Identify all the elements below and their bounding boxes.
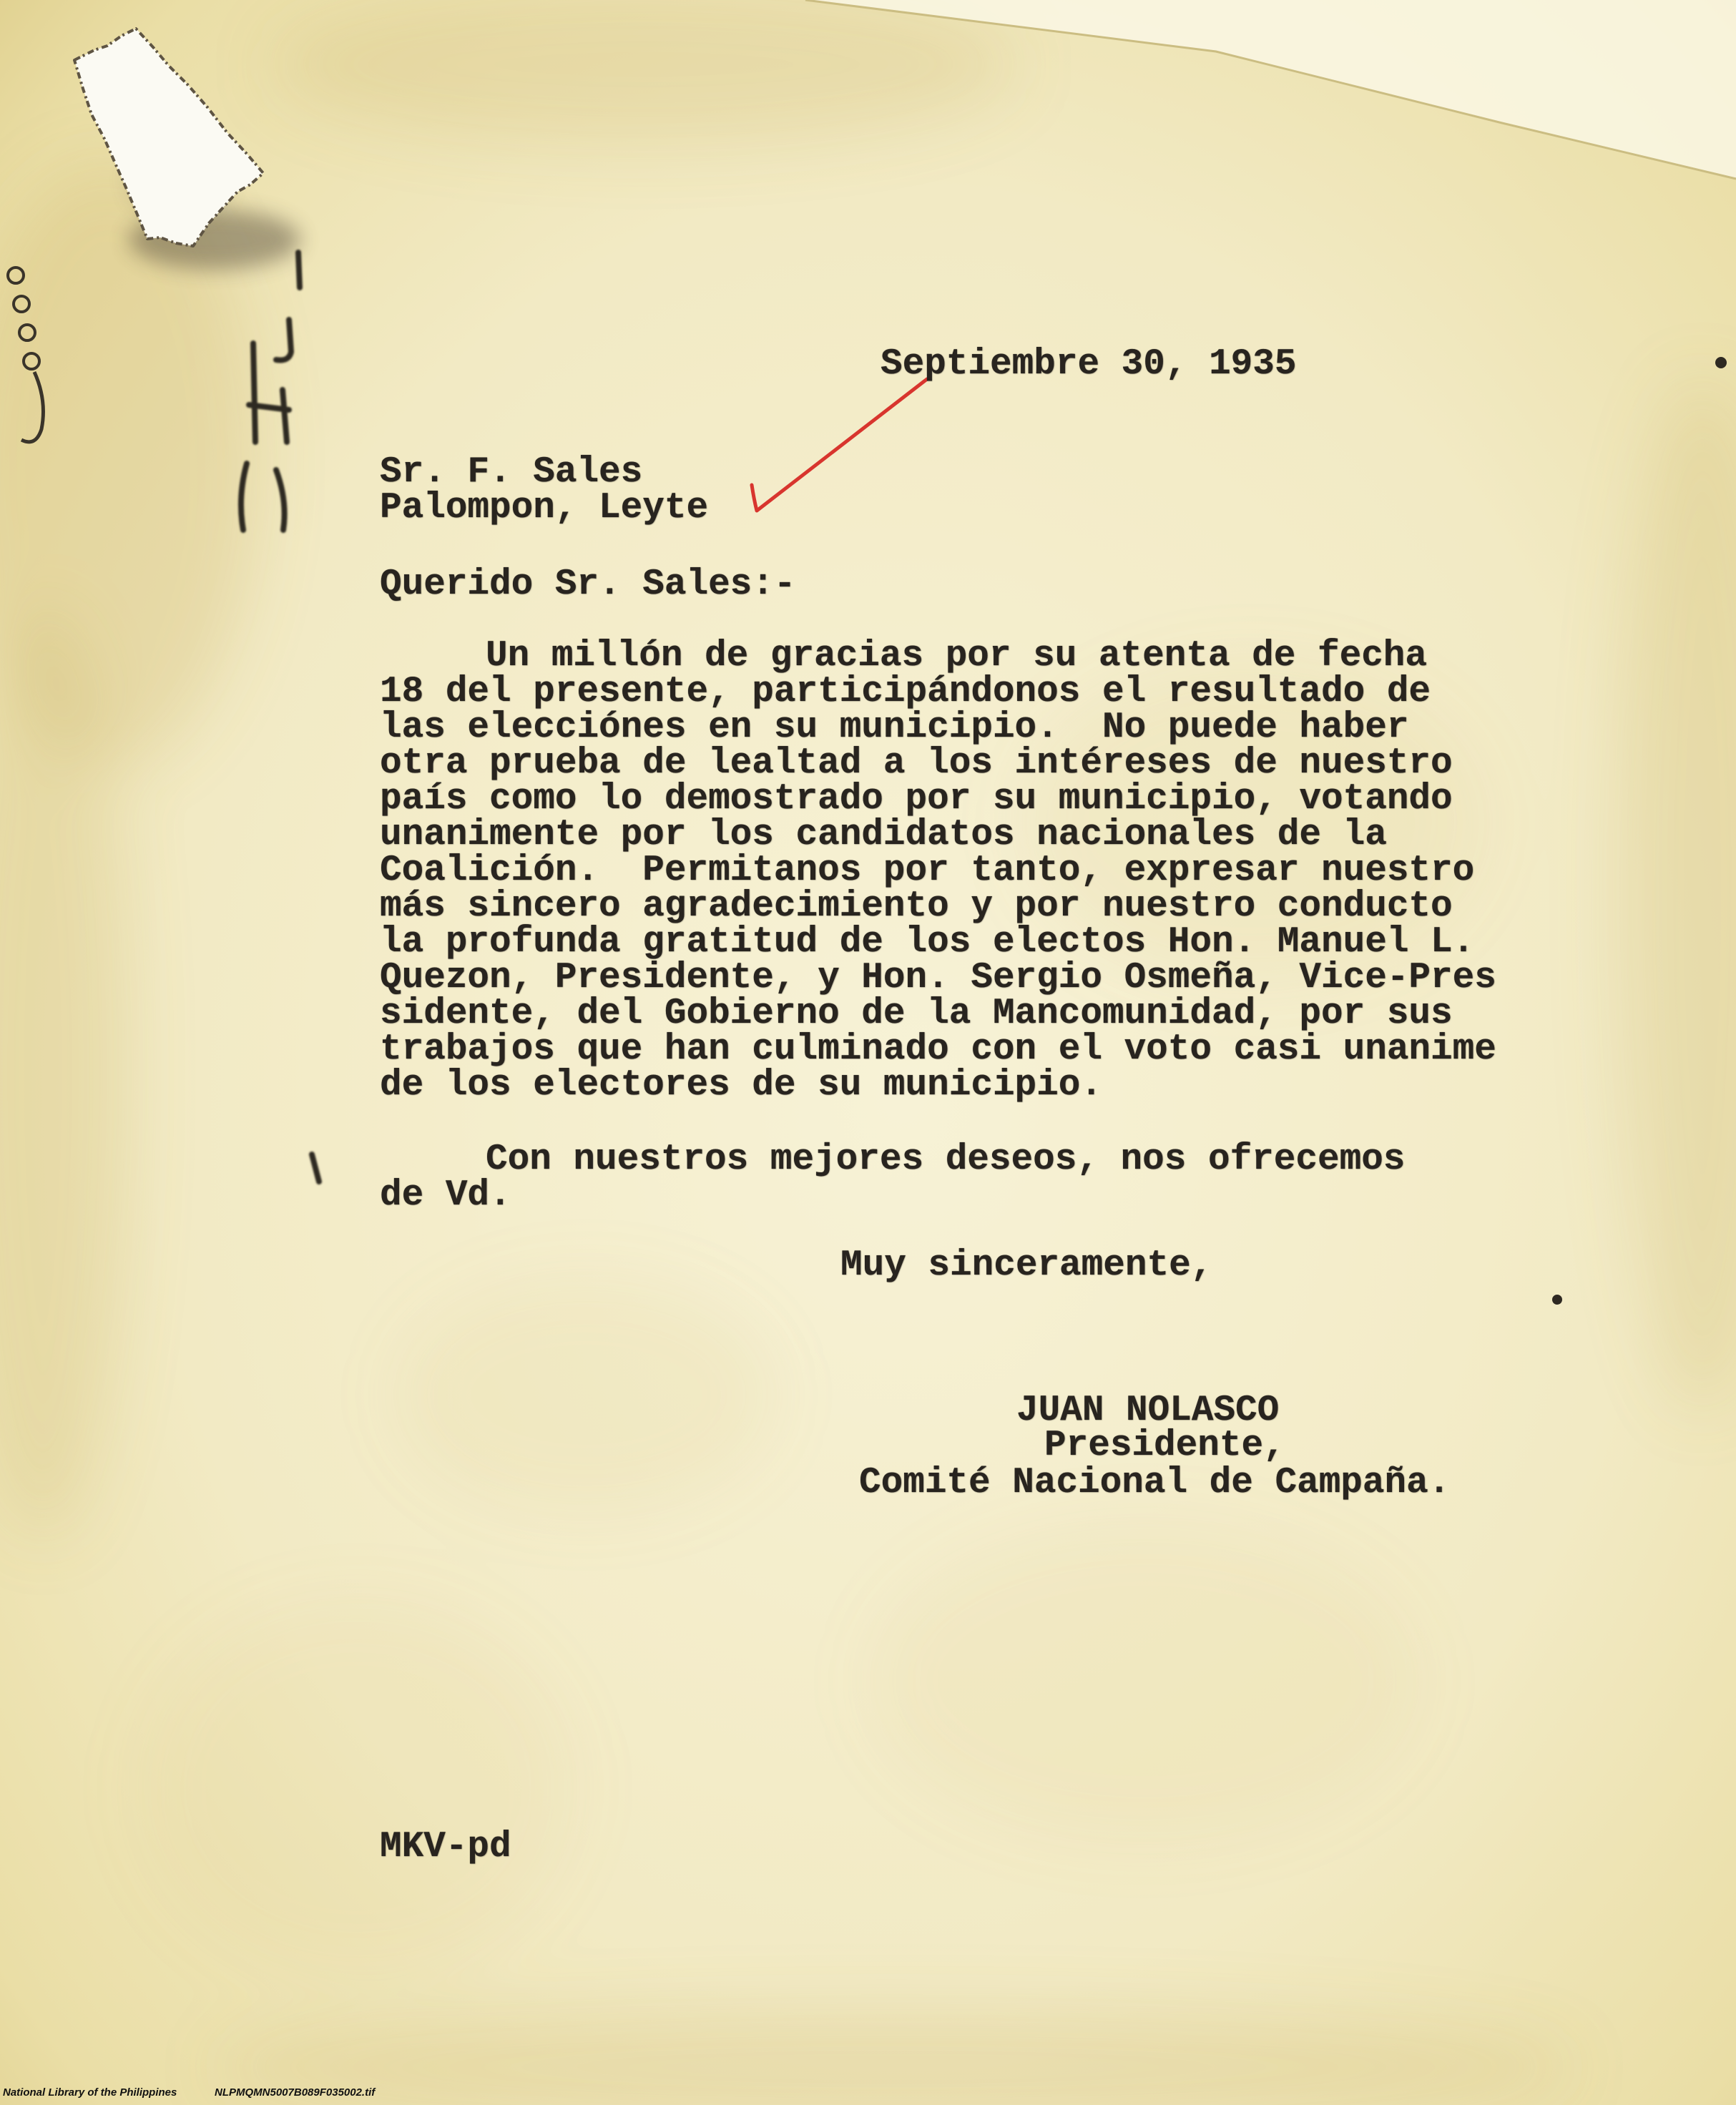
body-line: Con nuestros mejores deseos, nos ofrecemos: [486, 1139, 1406, 1180]
recipient-address: Palompon, Leyte: [380, 488, 709, 529]
recipient-name: Sr. F. Sales: [380, 452, 643, 493]
closing: Muy sinceramente,: [840, 1245, 1213, 1286]
body-line: Quezon, Presidente, y Hon. Sergio Osmeña, Vice-Pres: [380, 958, 1496, 998]
reference-initials: MKV-pd: [380, 1827, 511, 1868]
salutation: Querido Sr. Sales:-: [380, 564, 796, 605]
body-line: 18 del presente, participándonos el resultado de: [380, 672, 1431, 712]
body-line: la profunda gratitud de los electos Hon. Manuel L.: [380, 922, 1475, 963]
body-line: de los electores de su municipio.: [380, 1065, 1102, 1106]
body-paragraph-1: [380, 636, 1496, 1106]
body-line: Un millón de gracias por su atenta de fecha: [486, 636, 1428, 677]
footer-library: National Library of the Philippines: [3, 2086, 177, 2099]
body-line: sidente, del Gobierno de la Mancomunidad, por sus: [380, 993, 1453, 1034]
body-line: país como lo demostrado por su municipio, votando: [380, 779, 1453, 820]
body-line: unanimente por los candidatos nacionales de la: [380, 815, 1387, 855]
body-line: de Vd.: [380, 1175, 511, 1216]
body-line: Coalición. Permitanos por tanto, expresar nuestro: [380, 850, 1475, 891]
body-line: otra prueba de lealtad a los intéreses de nuestro: [380, 743, 1453, 784]
signature-name: JUAN NOLASCO: [1016, 1390, 1280, 1431]
footer-filename: NLPMQMN5007B089F035002.tif: [215, 2086, 376, 2099]
body-line: las elecciónes en su municipio. No puede haber: [380, 707, 1409, 748]
signature-organization: Comité Nacional de Campaña.: [859, 1463, 1451, 1503]
signature-title: Presidente,: [1044, 1426, 1285, 1466]
letter-date: Septiembre 30, 1935: [881, 344, 1297, 385]
body-line: más sincero agradecimiento y por nuestro conducto: [380, 886, 1453, 927]
body-line: trabajos que han culminado con el voto casi unanime: [380, 1029, 1496, 1070]
body-paragraph-2: [380, 1139, 1406, 1216]
